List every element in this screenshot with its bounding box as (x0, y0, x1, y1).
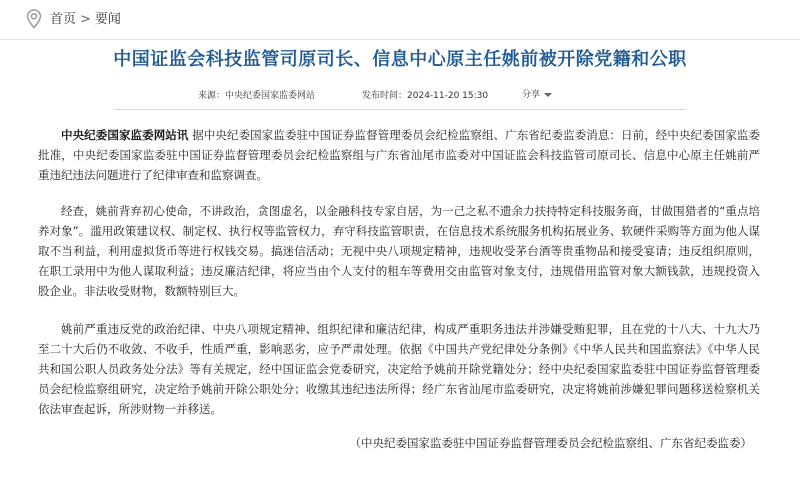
breadcrumb (50, 11, 121, 29)
time-value: 2024-11-20 15:30 (407, 91, 489, 101)
article-paragraph-1 (38, 125, 760, 185)
share-label: 分享 (522, 90, 541, 100)
article-meta-bar (114, 86, 686, 110)
caret-down-icon (544, 93, 552, 97)
article-publish-time (362, 90, 488, 102)
article-source (198, 90, 315, 102)
article-paragraph-2: 经查，姚前背弃初心使命，不讲政治，贪图虚名，以金融科技专家自居，为一己之私不遗余力扶持特定科技服务商，甘做围猎者的“重点培养对象”。滥用政策建议权、制定权、执行权等监管权力，弃守科技监管职责，在信息技术系统服务机构拓展业务、软硬件采购等方面为他人谋取不当利益，利用虚拟货币等进行权钱交易。搞迷信活动；无视中央八项规定精神，违规收受茅台酒等贵重物品和接受宴请；违反组织原则，在职工录用中为他人谋取利益；违反廉洁纪律，将应当由个人支付的租车等费用交由监管对象支付，违规借用监管对象大额钱款，违规投资入股企业。非法收受财物，数额特别巨大。 (38, 204, 760, 298)
time-label: 发布时间： (362, 91, 408, 101)
location-pin-icon (26, 9, 42, 29)
share-dropdown[interactable] (522, 89, 552, 101)
article-signature: （中央纪委国家监委驻中国证券监督管理委员会纪检监察组、广东省纪委监委） (349, 436, 752, 450)
source-label: 来源： (198, 91, 226, 101)
breadcrumb-section-link[interactable]: 要闻 (94, 12, 121, 27)
breadcrumb-home-link[interactable]: 首页 (50, 12, 77, 27)
top-navigation-bar (0, 0, 800, 40)
breadcrumb-separator: > (80, 12, 91, 27)
article-title: 中国证监会科技监管司原司长、信息中心原主任姚前被开除党籍和公职 (113, 49, 687, 70)
article-lead-source: 中央纪委国家监委网站讯 (61, 128, 189, 142)
article-paragraph-3: 姚前严重违反党的政治纪律、中央八项规定精神、组织纪律和廉洁纪律，构成严重职务违法并涉嫌受贿犯罪，且在党的十八大、十九大乃至二十大后仍不收敛、不收手，性质严重，影响恶劣，应予严肃处理。依据《中国共产党纪律处分条例》《中华人民共和国监察法》《中华人民共和国公职人员政务处分法》等有关规定，经中国证监会党委研究，决定给予姚前开除党籍处分；经中央纪委国家监委驻中国证券监督管理委员会纪检监察组研究，决定给予姚前开除公职处分；收缴其违纪违法所得；经广东省汕尾市监委研究，决定将姚前涉嫌犯罪问题移送检察机关依法审查起诉，所涉财物一并移送。 (38, 322, 760, 416)
source-value: 中央纪委国家监委网站 (225, 91, 316, 101)
paragraph-1-text: 据中央纪委国家监委驻中国证券监督管理委员会纪检监察组、广东省纪委监委消息：日前，经中央纪委国家监委批准，中央纪委国家监委驻中国证券监督管理委员会纪检监察组与广东省汕尾市监委对中国证监会科技监管司原司长、信息中心原主任姚前严重违纪违法问题进行了纪律审查和监察调查。 (38, 128, 760, 182)
